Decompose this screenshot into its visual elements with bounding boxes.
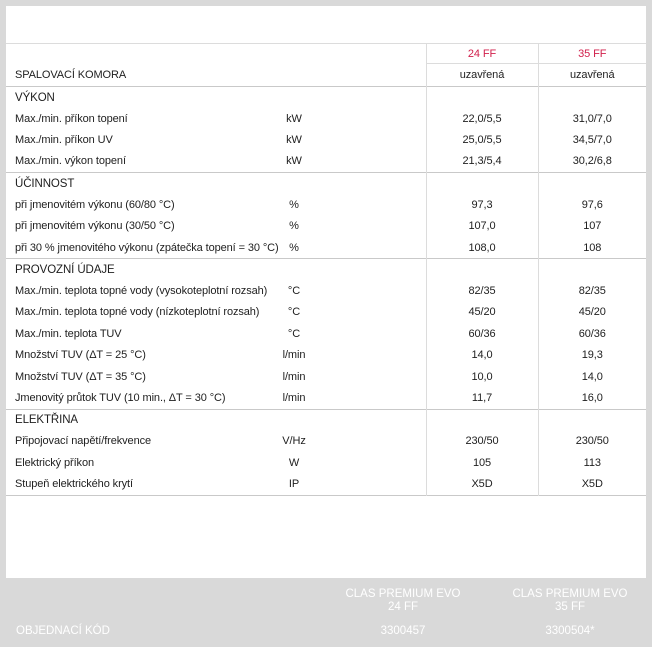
combustion-value-35ff: uzavřená bbox=[538, 64, 646, 87]
section-header-row bbox=[6, 173, 646, 195]
spec-value-35ff: 107 bbox=[538, 216, 646, 237]
spec-label: Připojovací napětí/frekvence bbox=[15, 435, 152, 448]
spec-table bbox=[6, 43, 646, 497]
spec-unit: l/min bbox=[282, 349, 306, 362]
spec-value-24ff: 10,0 bbox=[426, 366, 538, 387]
spec-label: Max./min. teplota topné vody (nízkoteplotní rozsah) bbox=[15, 306, 260, 319]
spec-value-35ff: 97,6 bbox=[538, 194, 646, 215]
spec-label: Jmenovitý průtok TUV (10 min., ΔT = 30 °C) bbox=[15, 391, 226, 404]
model-header-24ff: 24 FF bbox=[426, 44, 538, 64]
spec-unit: % bbox=[289, 198, 299, 211]
section-title: VÝKON bbox=[6, 87, 244, 109]
model-header-35ff: 35 FF bbox=[538, 44, 646, 64]
spec-label: Elektrický příkon bbox=[15, 456, 94, 469]
section-title: ELEKTŘINA bbox=[6, 409, 244, 431]
spec-row bbox=[6, 302, 646, 323]
section-header-row bbox=[6, 259, 646, 281]
spec-unit: kW bbox=[286, 112, 302, 125]
spec-unit: kW bbox=[286, 134, 302, 147]
spec-value-35ff: X5D bbox=[538, 473, 646, 495]
section-title: ÚČINNOST bbox=[6, 173, 244, 195]
footer-model-24ff bbox=[323, 588, 483, 614]
spec-label: při jmenovitém výkonu (30/50 °C) bbox=[15, 220, 175, 233]
spec-unit: °C bbox=[287, 285, 301, 298]
spec-value-35ff: 45/20 bbox=[538, 302, 646, 323]
spec-value-35ff: 60/36 bbox=[538, 323, 646, 344]
spec-unit: V/Hz bbox=[282, 435, 306, 448]
order-code-label: OBJEDNACÍ KÓD bbox=[16, 625, 110, 637]
spec-row bbox=[6, 216, 646, 237]
spec-label: Max./min. příkon UV bbox=[15, 134, 113, 147]
spec-label: při 30 % jmenovitého výkonu (zpátečka topení = 30 °C) bbox=[15, 241, 279, 254]
spec-row bbox=[6, 473, 646, 495]
spec-value-35ff: 30,2/6,8 bbox=[538, 151, 646, 173]
spec-label: Max./min. teplota TUV bbox=[15, 327, 122, 340]
spec-value-35ff: 19,3 bbox=[538, 345, 646, 366]
spec-value-24ff: X5D bbox=[426, 473, 538, 495]
spec-unit: kW bbox=[286, 155, 302, 168]
spec-row bbox=[6, 323, 646, 344]
spec-unit: l/min bbox=[282, 391, 306, 404]
spec-row bbox=[6, 366, 646, 387]
footer-model-24ff-name: CLAS PREMIUM EVO bbox=[345, 588, 461, 600]
spec-unit: °C bbox=[287, 306, 301, 319]
spec-value-35ff: 16,0 bbox=[538, 387, 646, 409]
spec-value-24ff: 105 bbox=[426, 452, 538, 473]
section-header-row bbox=[6, 409, 646, 431]
spec-sheet bbox=[6, 6, 646, 578]
spec-row bbox=[6, 452, 646, 473]
spec-value-24ff: 25,0/5,5 bbox=[426, 129, 538, 150]
spec-unit: IP bbox=[288, 478, 300, 491]
spec-value-24ff: 21,3/5,4 bbox=[426, 151, 538, 173]
footer-model-24ff-variant: 24 FF bbox=[387, 601, 419, 613]
order-code-35ff: 3300504* bbox=[545, 625, 595, 637]
spec-row bbox=[6, 387, 646, 409]
spec-label: Stupeň elektrického krytí bbox=[15, 478, 133, 491]
spec-value-35ff: 230/50 bbox=[538, 431, 646, 452]
spec-value-24ff: 82/35 bbox=[426, 280, 538, 301]
footer-model-35ff-name: CLAS PREMIUM EVO bbox=[512, 588, 628, 600]
spec-value-35ff: 113 bbox=[538, 452, 646, 473]
spec-row bbox=[6, 129, 646, 150]
spec-unit: % bbox=[289, 241, 299, 254]
spec-value-24ff: 108,0 bbox=[426, 237, 538, 259]
spec-label: Množství TUV (ΔT = 25 °C) bbox=[15, 349, 146, 362]
spec-unit: °C bbox=[287, 327, 301, 340]
section-title: PROVOZNÍ ÚDAJE bbox=[6, 259, 244, 281]
spec-unit: % bbox=[289, 220, 299, 233]
combustion-value-24ff: uzavřená bbox=[426, 64, 538, 87]
combustion-label: SPALOVACÍ KOMORA bbox=[15, 68, 127, 81]
spec-label: Max./min. příkon topení bbox=[15, 112, 128, 125]
table-end-rule bbox=[6, 495, 646, 497]
spec-label: Max./min. teplota topné vody (vysokoteplotní rozsah) bbox=[15, 285, 268, 298]
section-header-row bbox=[6, 87, 646, 109]
footer-model-35ff bbox=[490, 588, 650, 614]
spec-value-24ff: 60/36 bbox=[426, 323, 538, 344]
spec-row bbox=[6, 431, 646, 452]
order-footer bbox=[0, 584, 652, 647]
spec-label: Množství TUV (ΔT = 35 °C) bbox=[15, 370, 146, 383]
combustion-row bbox=[6, 64, 646, 87]
spec-value-35ff: 108 bbox=[538, 237, 646, 259]
spec-unit: l/min bbox=[282, 370, 306, 383]
spec-label: Max./min. výkon topení bbox=[15, 155, 126, 168]
spec-value-35ff: 34,5/7,0 bbox=[538, 129, 646, 150]
spec-value-24ff: 107,0 bbox=[426, 216, 538, 237]
spec-value-24ff: 22,0/5,5 bbox=[426, 108, 538, 129]
spec-row bbox=[6, 194, 646, 215]
spec-value-24ff: 97,3 bbox=[426, 194, 538, 215]
spec-row bbox=[6, 237, 646, 259]
order-code-24ff: 3300457 bbox=[380, 625, 426, 637]
spec-value-24ff: 11,7 bbox=[426, 387, 538, 409]
spec-row bbox=[6, 151, 646, 173]
spec-row bbox=[6, 280, 646, 301]
model-header-row bbox=[6, 44, 646, 64]
spec-value-35ff: 82/35 bbox=[538, 280, 646, 301]
spec-label: při jmenovitém výkonu (60/80 °C) bbox=[15, 198, 175, 211]
spec-value-24ff: 230/50 bbox=[426, 431, 538, 452]
spec-value-35ff: 31,0/7,0 bbox=[538, 108, 646, 129]
spec-value-24ff: 14,0 bbox=[426, 345, 538, 366]
spec-value-24ff: 45/20 bbox=[426, 302, 538, 323]
spec-row bbox=[6, 108, 646, 129]
spec-value-35ff: 14,0 bbox=[538, 366, 646, 387]
spec-row bbox=[6, 345, 646, 366]
spec-unit: W bbox=[288, 456, 300, 469]
footer-model-35ff-variant: 35 FF bbox=[554, 601, 586, 613]
